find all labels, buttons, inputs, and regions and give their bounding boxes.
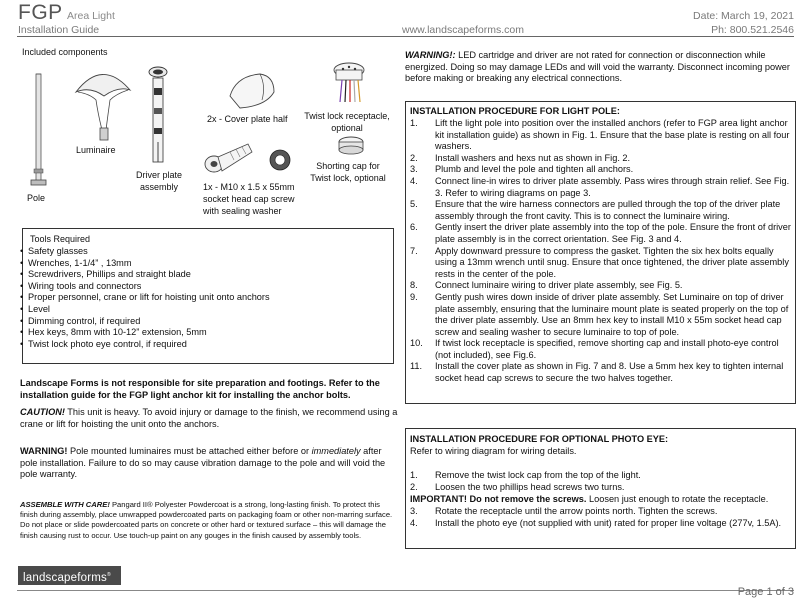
photo-eye-important: [410, 494, 792, 506]
shorting-cap-illustration: [336, 134, 366, 158]
pole-warning-label: WARNING!: [20, 446, 68, 456]
step-item: 10. If twist lock receptacle is specified, remove shorting cap and install photo-eye control (not included), see Fig.6.: [410, 338, 779, 360]
pole-label: Pole: [27, 193, 46, 203]
landscapeforms-logo: landscapeforms®: [18, 566, 121, 585]
twist-lock-label: Twist lock receptacle, optional: [304, 111, 390, 133]
pole-warning-note: [20, 446, 398, 481]
electrical-warning-text: LED cartridge and driver are not rated for connection or disconnection while energized. Doing so may damage LEDs and will void the warranty. Disconnect incoming power before making or breaking any electrical connections.: [405, 50, 790, 84]
step-item: 4. Connect line-in wires to driver plate assembly. Pass wires through strain relief. See Fig. 3. Refer to wiring diagrams on page 3.: [410, 175, 790, 198]
caution-label: CAUTION!: [20, 407, 65, 417]
twist-lock-illustration: [330, 58, 368, 106]
photo-eye-steps-cont: [410, 506, 792, 529]
care-label: ASSEMBLE WITH CARE!: [20, 500, 110, 509]
step-item: 3. Rotate the receptacle until the arrow points north. Tighten the screws.: [410, 506, 718, 516]
tool-item: • Proper personnel, crane or lift for hoisting unit onto anchors: [20, 292, 270, 304]
pole-warning-text-end: after pole installation. Failure to do so may cause vibration damage to the pole and will void the pole warranty.: [20, 446, 386, 480]
step-item: 6. Gently insert the driver plate assembly into the top of the pole. Ensure the front of driver plate assembly is in the correct orientation. See Fig. 3 and 4.: [410, 222, 791, 244]
tool-item: • Twist lock photo eye control, if required: [20, 339, 270, 351]
screw-illustration: [200, 140, 298, 178]
tools-heading: Tools Required: [30, 234, 91, 244]
caution-note: [20, 407, 398, 430]
step-item: 5. Ensure that the wire harness connectors are pulled through the top of the driver plate assembly through the front cavity. This is to connect the luminaire wiring.: [410, 199, 781, 221]
step-item: 1. Remove the twist lock cap from the top of the light.: [410, 470, 641, 480]
step-item: 2. Loosen the two phillips head screws two turns.: [410, 481, 625, 492]
tool-item: • Safety glasses: [20, 246, 270, 258]
footer-rule: [17, 590, 794, 591]
tool-item: • Level: [20, 304, 270, 316]
doc-type: Installation Guide: [18, 24, 100, 36]
doc-date: Date: March 19, 2021: [693, 10, 794, 22]
electrical-warning-label: WARNING!:: [405, 50, 456, 60]
tool-item: • Dimming control, if required: [20, 316, 270, 328]
caution-text: This unit is heavy. To avoid injury or damage to the finish, we recommend using a crane or lift for hoisting the unit onto the anchors.: [20, 407, 398, 429]
product-subtitle: Area Light: [67, 10, 115, 22]
step-item: 8. Connect luminaire wiring to driver plate assembly, see Fig. 5.: [410, 280, 683, 291]
tool-item: • Hex keys, 8mm with 10-12” extension, 5mm: [20, 327, 270, 339]
step-item: 2. Install washers and hexs nut as shown in Fig. 2.: [410, 152, 631, 163]
phone-number: Ph: 800.521.2546: [711, 24, 794, 36]
photo-eye-steps: [410, 470, 792, 493]
tool-item: • Wiring tools and connectors: [20, 281, 270, 293]
pole-warning-emphasis: immediately: [311, 446, 361, 456]
pole-warning-text: Pole mounted luminaires must be attached either before or: [67, 446, 312, 456]
important-label: IMPORTANT! Do not remove the screws.: [410, 494, 587, 504]
light-pole-heading: INSTALLATION PROCEDURE FOR LIGHT POLE:: [410, 106, 620, 116]
cover-plate-label: 2x - Cover plate half: [207, 114, 288, 124]
tool-item: • Screwdrivers, Phillips and straight blade: [20, 269, 270, 281]
step-item: 3. Plumb and level the pole and tighten all anchors.: [410, 164, 634, 175]
luminaire-label: Luminaire: [76, 145, 116, 155]
cover-plate-illustration: [226, 70, 278, 112]
electrical-warning: [405, 50, 795, 85]
product-name: FGP: [18, 1, 63, 24]
photo-eye-heading: INSTALLATION PROCEDURE FOR OPTIONAL PHOTO EYE:: [410, 434, 669, 444]
photo-eye-intro: Refer to wiring diagram for wiring details.: [410, 446, 577, 456]
care-note: [20, 500, 396, 541]
care-text: Pangard II® Polyester Powdercoat is a strong, long-lasting finish. To protect this finish during assembly, place unwrapped powdercoated parts on packaging foam or other non-marring surface. Do not place or slide powdercoated parts on concrete or other hard or textured surface – this will damage the finish causing rust to occur. Use touch-up paint on any gouges in the finish caused by assembly tools.: [20, 500, 393, 540]
tools-list: [20, 246, 270, 350]
driver-plate-label: Driver plate assembly: [135, 170, 182, 192]
step-item: 4. Install the photo eye (not supplied with unit) rated for proper line voltage (277v, 1.5A).: [410, 517, 782, 528]
step-item: 7. Apply downward pressure to compress the gasket. Tighten the six hex bolts equally using a 13mm wrench until snug. Ensure that once tightened, the driver plate assembly rests in the center of the pole.: [410, 245, 789, 279]
step-item: 11. Install the cover plate as shown in Fig. 7 and 8. Use a 5mm hex key to tighten internal socket head cap screws to secure the two halves together.: [410, 361, 784, 384]
tool-item: • Wrenches, 1-1/4” , 13mm: [20, 258, 270, 270]
shorting-cap-label: Shorting cap for Twist lock, optional: [310, 161, 386, 183]
light-pole-steps: [410, 118, 792, 385]
step-item: 1. Lift the light pole into position over the installed anchors (refer to FGP area light anchor kit installation guide) as shown in Fig. 1. Ensure that the base plate is resting on all four washers.: [410, 118, 790, 152]
pole-illustration: [26, 62, 50, 194]
step-item: 9. Gently push wires down inside of driver plate assembly. Set Luminaire on top of driver plate assembly, ensuring that the luminaire mount plate is seated properly on the top of the driver plate assembly. Use an 8mm hex key to install M10 x 55m socket head cap screw and sealing washer to secure luminaire to top of pole.: [410, 291, 789, 337]
page-number: Page 1 of 3: [737, 586, 794, 598]
driver-plate-illustration: [146, 62, 170, 168]
important-text: Loosen just enough to rotate the receptacle.: [586, 494, 769, 504]
components-heading: Included components: [22, 47, 108, 57]
website-link[interactable]: www.landscapeforms.com: [402, 24, 524, 36]
responsibility-note: Landscape Forms is not responsible for site preparation and footings. Refer to the installation guide for the FGP light anchor kit for installing the anchor bolts.: [20, 378, 380, 400]
luminaire-illustration: [72, 64, 134, 144]
screw-label: 1x - M10 x 1.5 x 55mm socket head cap screw with sealing washer: [203, 182, 295, 216]
header-rule: [17, 36, 794, 37]
